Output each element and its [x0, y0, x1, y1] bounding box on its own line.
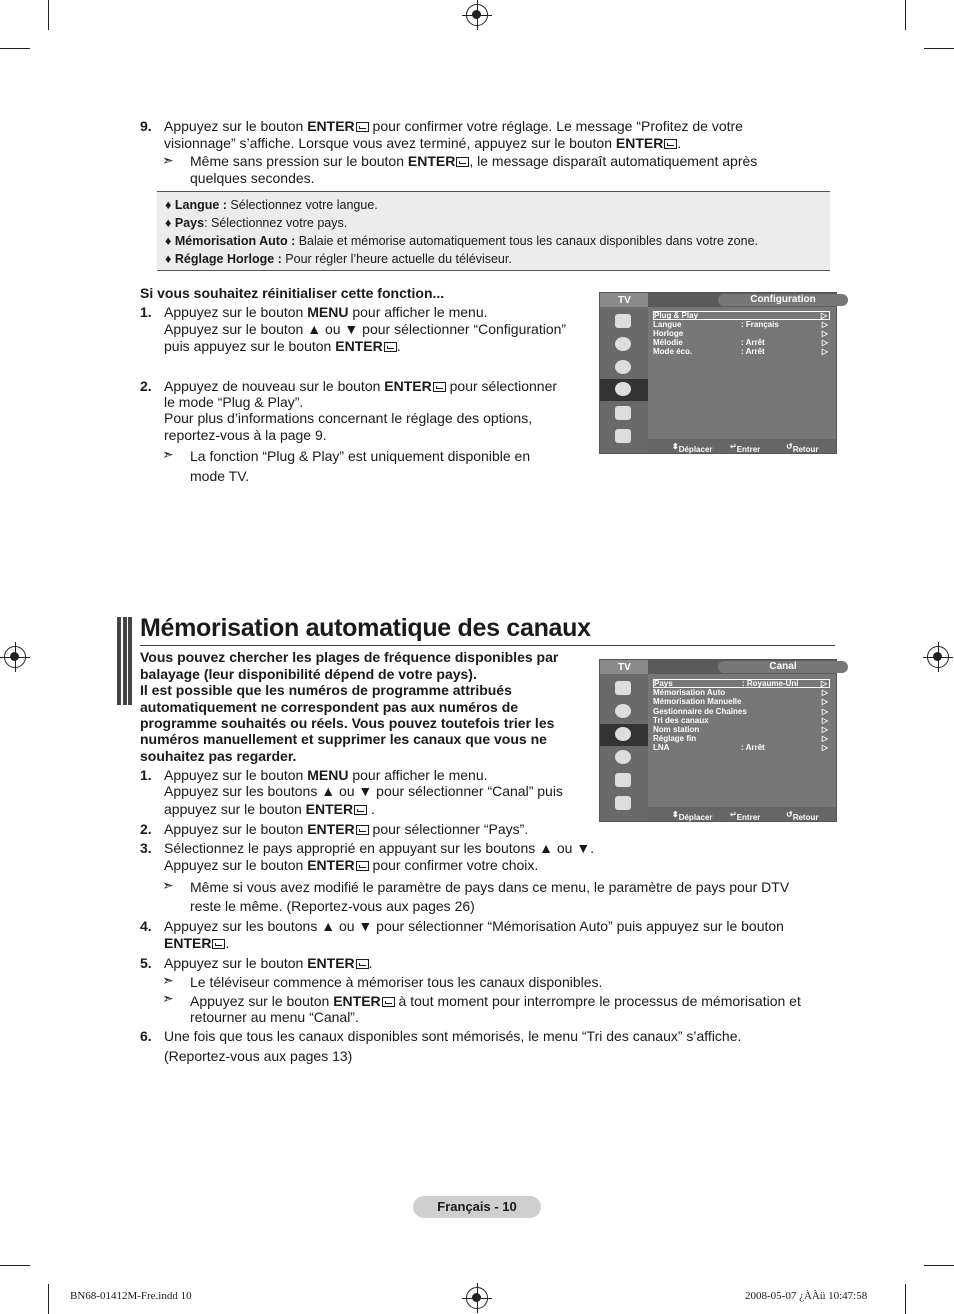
osd-channel-menu — [599, 659, 837, 822]
enter-icon — [384, 342, 397, 352]
intro-text: balayage (leur disponibilité dépend de votre pays). — [140, 666, 477, 682]
section-subheading: Si vous souhaitez réinitialiser cette fonction... — [140, 285, 445, 301]
step-text: ENTER . — [164, 935, 230, 951]
info-box — [157, 191, 830, 271]
osd-item[interactable]: Pays : Royaume-Uni ▷ — [653, 679, 830, 688]
note-text: Même sans pression sur le bouton ENTER , le message disparaît automatiquement après — [190, 153, 758, 169]
crop-mark — [48, 0, 49, 30]
footer-file: BN68-01412M-Fre.indd 10 — [70, 1290, 192, 1302]
step-text: Appuyez sur les boutons ▲ ou ▼ pour sélectionner “Mémorisation Auto” puis appuyez sur le bouton — [164, 918, 784, 934]
input-menu-icon — [600, 403, 648, 425]
step-text: Appuyez sur les boutons ▲ ou ▼ pour sélectionner “Canal” puis — [164, 783, 563, 799]
step-text: Appuyez de nouveau sur le bouton ENTER pour sélectionner — [164, 378, 558, 394]
registration-mark-icon — [927, 646, 949, 668]
osd-sidebar — [600, 674, 648, 821]
osd-item[interactable]: Tri des canaux ▷ — [653, 716, 828, 725]
setup-menu-icon — [600, 379, 648, 401]
osd-item[interactable]: Gestionnaire de Chaînes ▷ — [653, 707, 828, 716]
move-hint: ⬍ Déplacer — [672, 810, 713, 822]
channel-menu-icon — [600, 357, 648, 379]
osd-item[interactable]: Réglage fin ▷ — [653, 734, 828, 743]
channel-menu-icon — [600, 724, 648, 746]
crop-mark — [48, 1284, 49, 1314]
title-underline — [140, 645, 835, 646]
step-text: Appuyez sur le bouton ENTER . — [164, 955, 373, 971]
registration-mark-icon — [4, 646, 26, 668]
registration-mark-icon — [466, 4, 488, 26]
enter-icon — [664, 139, 677, 149]
enter-hint: ↵ Entrer — [730, 810, 761, 822]
step-number: 3. — [140, 840, 152, 856]
picture-menu-icon — [600, 311, 648, 333]
info-row: ♦ Réglage Horloge : Pour régler l’heure actuelle du téléviseur. — [165, 252, 512, 266]
enter-icon — [212, 939, 225, 949]
enter-icon — [433, 382, 446, 392]
step-text: Appuyez sur le bouton ENTER pour confirmer votre réglage. Le message “Profitez de votre — [164, 118, 743, 134]
note-arrow-icon: ➣ — [162, 446, 174, 462]
enter-icon — [356, 861, 369, 871]
crop-mark — [924, 1265, 954, 1266]
page-number-badge: Français - 10 — [413, 1196, 541, 1218]
step-text: Appuyez sur le bouton MENU pour afficher le menu. — [164, 304, 488, 320]
osd-item[interactable]: Mémorisation Auto ▷ — [653, 688, 828, 697]
step-number: 5. — [140, 955, 152, 971]
step-number: 1. — [140, 304, 152, 320]
intro-text: automatiquement ne correspondent pas aux numéros de — [140, 699, 519, 715]
application-menu-icon — [600, 793, 648, 815]
step-text: appuyez sur le bouton ENTER . — [164, 801, 375, 817]
enter-icon — [354, 805, 367, 815]
step-text: reportez-vous à la page 9. — [164, 427, 327, 443]
step-text: Appuyez sur le bouton ENTER pour sélectionner “Pays”. — [164, 821, 529, 837]
step-number: 1. — [140, 767, 152, 783]
note-text: Même si vous avez modifié le paramètre de pays dans ce menu, le paramètre de pays pour DTV — [190, 879, 790, 895]
note-arrow-icon: ➣ — [162, 972, 174, 988]
osd-item[interactable]: Mélodie : Arrêt ▷ — [653, 338, 828, 347]
note-arrow-icon: ➣ — [162, 152, 174, 168]
osd-title: Canal — [648, 660, 836, 674]
move-hint: ⬍ Déplacer — [672, 442, 713, 454]
note-text: La fonction “Plug & Play” est uniquement disponible en — [190, 448, 531, 464]
note-arrow-icon: ➣ — [162, 877, 174, 893]
step-number: 4. — [140, 918, 152, 934]
enter-icon — [356, 825, 369, 835]
crop-mark — [905, 1284, 906, 1314]
osd-item[interactable]: LNA : Arrêt ▷ — [653, 743, 828, 752]
input-menu-icon — [600, 770, 648, 792]
crop-mark — [905, 0, 906, 30]
step-number: 6. — [140, 1028, 152, 1044]
osd-title: Configuration — [648, 293, 836, 307]
step-text: puis appuyez sur le bouton ENTER . — [164, 338, 401, 354]
osd-item[interactable]: Mémorisation Manuelle ▷ — [653, 697, 828, 706]
enter-icon — [456, 157, 469, 167]
intro-text: Vous pouvez chercher les plages de fréquence disponibles par — [140, 649, 559, 665]
sound-menu-icon — [600, 701, 648, 723]
intro-text: numéros manuellement et supprimer les canaux que vous ne — [140, 731, 547, 747]
step-text: le mode “Plug & Play”. — [164, 394, 304, 410]
info-row: ♦ Pays: Sélectionnez votre pays. — [165, 216, 348, 230]
osd-item[interactable]: Mode éco. : Arrêt ▷ — [653, 347, 828, 356]
osd-tv-label: TV — [600, 293, 648, 307]
note-text: quelques secondes. — [190, 170, 315, 186]
setup-menu-icon — [600, 747, 648, 769]
crop-mark — [924, 48, 954, 49]
step-number: 2. — [140, 378, 152, 394]
enter-icon — [356, 959, 369, 969]
info-row: ♦ Langue : Sélectionnez votre langue. — [165, 198, 378, 212]
crop-mark — [0, 1265, 30, 1266]
step-text: Sélectionnez le pays approprié en appuyant sur les boutons ▲ ou ▼. — [164, 840, 595, 856]
osd-item[interactable]: Plug & Play ▷ — [653, 311, 830, 320]
crop-mark — [0, 48, 30, 49]
note-arrow-icon: ➣ — [162, 990, 174, 1006]
return-hint: ↺ Retour — [786, 442, 819, 454]
footer-date: 2008-05-07 ¿ÀÀü 10:47:58 — [745, 1290, 868, 1302]
step-text: Pour plus d’informations concernant le réglage des options, — [164, 410, 533, 426]
note-text: mode TV. — [190, 468, 250, 484]
step-text: Appuyez sur le bouton MENU pour afficher le menu. — [164, 767, 488, 783]
picture-menu-icon — [600, 678, 648, 700]
osd-configuration-menu — [599, 292, 837, 454]
step-number: 2. — [140, 821, 152, 837]
osd-tv-label: TV — [600, 660, 648, 674]
osd-item[interactable]: Langue : Français ▷ — [653, 320, 828, 329]
enter-hint: ↵ Entrer — [730, 442, 761, 454]
step-text: Une fois que tous les canaux disponibles sont mémorisés, le menu “Tri des canaux” s’affiche. — [164, 1028, 742, 1044]
step-text: visionnage” s’affiche. Lorsque vous avez terminé, appuyez sur le bouton ENTER . — [164, 135, 682, 151]
note-text: reste le même. (Reportez-vous aux pages 26) — [190, 898, 475, 914]
osd-item[interactable]: Nom station ▷ — [653, 725, 828, 734]
step-number: 9. — [140, 118, 152, 134]
intro-text: souhaitez pas regarder. — [140, 748, 297, 764]
osd-footer — [648, 807, 836, 821]
step-text: Appuyez sur le bouton ENTER pour confirmer votre choix. — [164, 857, 539, 873]
note-text: retourner au menu “Canal”. — [190, 1009, 359, 1025]
info-row: ♦ Mémorisation Auto : Balaie et mémorise automatiquement tous les canaux disponibles dans votre zone. — [165, 234, 758, 248]
intro-text: programme souhaités ou réels. Vous pouvez toutefois trier les — [140, 715, 555, 731]
return-hint: ↺ Retour — [786, 810, 819, 822]
intro-text: Il est possible que les numéros de programme attribués — [140, 682, 512, 698]
osd-sidebar — [600, 307, 648, 453]
step-text: (Reportez-vous aux pages 13) — [164, 1048, 353, 1064]
note-text: Le téléviseur commence à mémoriser tous les canaux disponibles. — [190, 974, 603, 990]
osd-footer — [648, 439, 836, 453]
application-menu-icon — [600, 426, 648, 448]
section-title: Mémorisation automatique des canaux — [140, 614, 591, 642]
registration-mark-icon — [466, 1287, 488, 1309]
osd-item[interactable]: Horloge ▷ — [653, 329, 828, 338]
step-text: Appuyez sur le bouton ▲ ou ▼ pour sélectionner “Configuration” — [164, 321, 567, 337]
enter-icon — [356, 122, 369, 132]
enter-icon — [382, 997, 395, 1007]
sound-menu-icon — [600, 334, 648, 356]
note-text: Appuyez sur le bouton ENTER à tout moment pour interrompre le processus de mémorisation et — [190, 993, 801, 1009]
